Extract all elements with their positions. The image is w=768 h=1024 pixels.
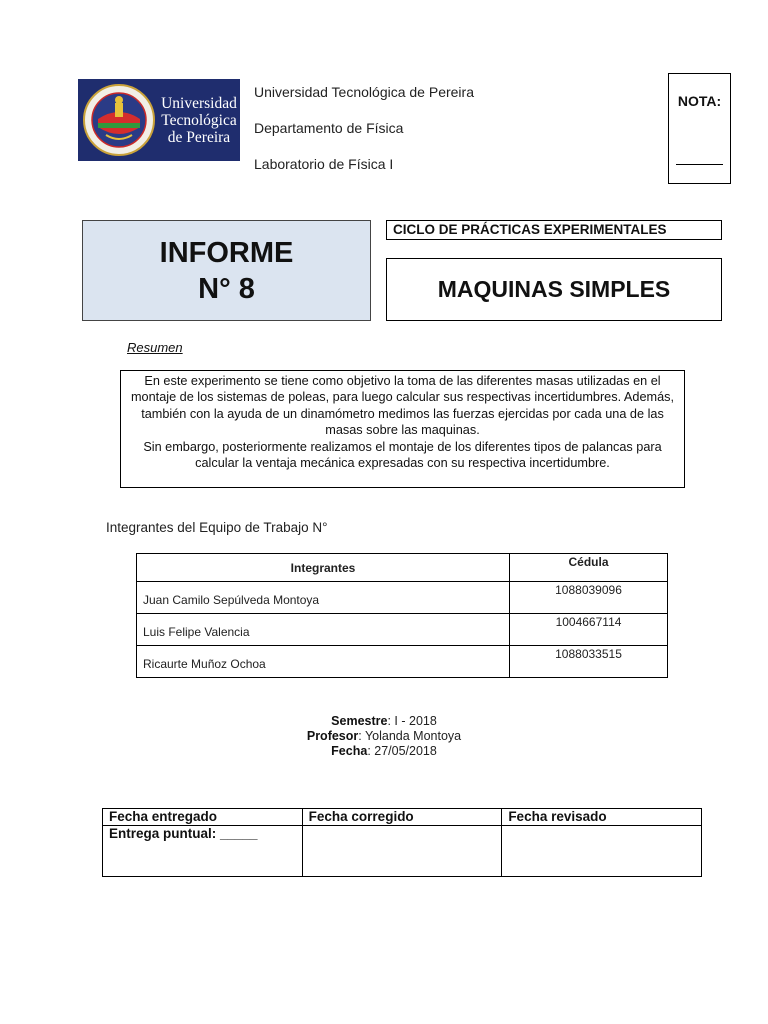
resumen-paragraph-2: Sin embargo, posteriormente realizamos el montaje de los diferentes tipos de palancas para calcular la ventaja mecánica expresadas con su respectiva incertidumbre.: [143, 439, 662, 471]
team-title: Integrantes del Equipo de Trabajo N°: [106, 520, 328, 535]
semestre-value: : I - 2018: [387, 714, 437, 728]
member-cedula: 1088033515: [510, 646, 668, 678]
semestre-line: [0, 714, 768, 729]
header-fecha-corregido: Fecha corregido: [302, 809, 502, 826]
logo-line-1: Universidad: [161, 94, 237, 112]
practice-title: MAQUINAS SIMPLES: [386, 258, 722, 321]
team-table: [136, 553, 668, 678]
team-table-header: [137, 554, 668, 582]
nota-box: [668, 73, 731, 184]
fechas-table: [102, 808, 702, 877]
resumen-label: Resumen: [127, 340, 183, 355]
resumen-box: [120, 370, 685, 488]
resumen-paragraph-1: En este experimento se tiene como objetivo la toma de las diferentes masas utilizadas en el montaje de los sistemas de poleas, para luego calcular sus respectivas incertidumbres. Además, también con la ayuda de un dinamómetro medimos las fuerzas ejercidas por cada una de las masas sobre las maquinas.: [130, 374, 674, 438]
informe-box: [82, 220, 371, 321]
table-row: [137, 582, 668, 614]
logo-line-2: Tecnológica: [161, 111, 237, 129]
semestre-label: Semestre: [331, 714, 388, 728]
report-meta: [0, 714, 768, 759]
profesor-label: Profesor: [306, 729, 359, 743]
profesor-line: [0, 729, 768, 744]
header-cedula: Cédula: [510, 554, 668, 582]
fecha-corregido-cell: [302, 826, 502, 877]
department-name: Departamento de Física: [254, 120, 404, 136]
logo-wordmark: [158, 95, 240, 146]
profesor-value: : Yolanda Montoya: [358, 729, 462, 743]
fechas-header-row: [103, 809, 702, 826]
nota-blank-line: [676, 164, 723, 165]
member-cedula: 1004667114: [510, 614, 668, 646]
member-name: Luis Felipe Valencia: [137, 614, 510, 646]
header-fecha-entregado: Fecha entregado: [103, 809, 303, 826]
lab-name: Laboratorio de Física I: [254, 156, 394, 172]
member-name: Ricaurte Muñoz Ochoa: [137, 646, 510, 678]
entrega-puntual-cell: Entrega puntual: _____: [103, 826, 303, 877]
logo-line-3: de Pereira: [167, 128, 231, 146]
informe-number: N° 8: [198, 272, 255, 305]
university-seal-icon: [82, 83, 156, 157]
university-logo: [78, 79, 240, 161]
fecha-line: [0, 744, 768, 759]
header-integrantes: Integrantes: [137, 554, 510, 582]
informe-title: INFORME: [159, 236, 294, 269]
fecha-label: Fecha: [331, 744, 368, 758]
ciclo-label: CICLO DE PRÁCTICAS EXPERIMENTALES: [386, 220, 722, 240]
member-name: Juan Camilo Sepúlveda Montoya: [137, 582, 510, 614]
header-fecha-revisado: Fecha revisado: [502, 809, 702, 826]
fecha-revisado-cell: [502, 826, 702, 877]
university-name: Universidad Tecnológica de Pereira: [254, 84, 474, 100]
nota-label: NOTA:: [677, 93, 722, 109]
table-row: [137, 614, 668, 646]
table-row: [137, 646, 668, 678]
member-cedula: 1088039096: [510, 582, 668, 614]
fechas-row: [103, 826, 702, 877]
fecha-value: : 27/05/2018: [367, 744, 437, 758]
